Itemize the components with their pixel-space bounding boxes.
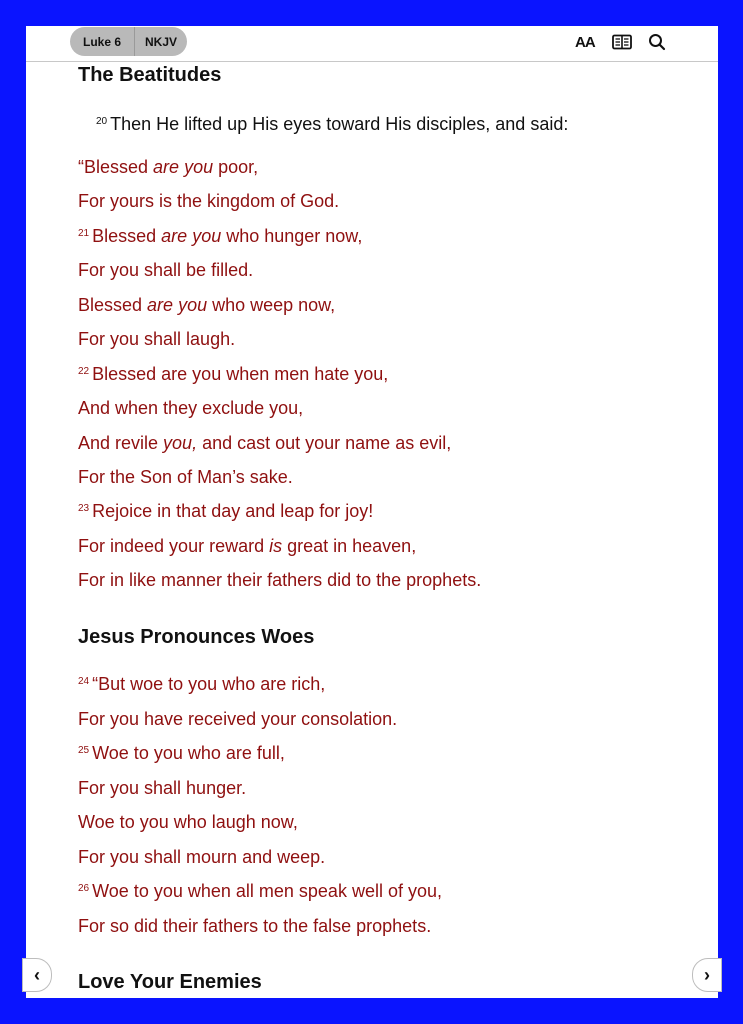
verse-text: For you shall mourn and weep. [78, 847, 326, 867]
verse-text: For in like manner their fathers did to the prophets. [78, 570, 482, 590]
verse-text: Woe to you who are full, [92, 743, 285, 763]
verse-text: “Blessed [78, 157, 154, 177]
verse-line [78, 226, 362, 247]
verse-number: 23 [78, 503, 90, 514]
verse-line [78, 743, 285, 764]
section-heading: Love Your Enemies [78, 971, 262, 993]
verse-text: who hunger now, [221, 226, 363, 246]
verse-text: For you shall laugh. [78, 329, 236, 349]
verse-line [78, 916, 431, 937]
verse-line [78, 295, 335, 316]
verse-text: and cast out your name as evil, [197, 433, 452, 453]
verse-line [78, 467, 293, 488]
verse-text: Rejoice in that day and leap for joy! [92, 501, 374, 521]
verse-line [78, 260, 253, 281]
verse-text: great in heaven, [282, 536, 417, 556]
top-toolbar [26, 26, 718, 62]
verse-number: 24 [78, 676, 90, 687]
verse-line [78, 847, 325, 868]
verse-number: 21 [78, 228, 90, 239]
reader-page [26, 26, 718, 998]
verse-text: And revile [78, 433, 164, 453]
text-size-icon[interactable]: AA [575, 33, 595, 51]
verse-text: For so did their fathers to the false prophets. [78, 916, 432, 936]
section-heading: Jesus Pronounces Woes [78, 626, 315, 648]
verse-text: “But woe to you who are rich, [92, 674, 326, 694]
verse-text: For indeed your reward [78, 536, 270, 556]
verse-text: For the Son of Man’s sake. [78, 467, 293, 487]
verse-text: poor, [213, 157, 259, 177]
verse-line [78, 570, 481, 591]
verse-number: 25 [78, 745, 90, 756]
verse-line [78, 157, 258, 178]
verse-number: 22 [78, 366, 90, 377]
verse-line [78, 881, 442, 902]
verse-text: For you have received your consolation. [78, 709, 398, 729]
version-button[interactable]: NKJV [144, 34, 177, 49]
verse-line [78, 191, 339, 212]
verse-text: Blessed [92, 226, 162, 246]
verse-line [78, 329, 235, 350]
verse-line [78, 398, 303, 419]
verse-line [96, 114, 568, 135]
chevron-left-icon[interactable]: ‹ [22, 958, 52, 992]
chevron-right-icon[interactable]: › [692, 958, 722, 992]
verse-number: 20 [96, 116, 108, 127]
verse-line [78, 364, 388, 385]
verse-line [78, 674, 325, 695]
verse-text: For you shall be filled. [78, 260, 254, 280]
verse-text: For you shall hunger. [78, 778, 247, 798]
verse-text: Blessed [78, 295, 148, 315]
search-icon[interactable] [648, 33, 666, 51]
verse-text: are you [147, 295, 208, 315]
verse-number: 26 [78, 883, 90, 894]
verse-text: are you [153, 157, 214, 177]
verse-line [78, 812, 298, 833]
verse-line [78, 433, 451, 454]
verse-text: And when they exclude you, [78, 398, 304, 418]
verse-line [78, 536, 416, 557]
verse-text: Woe to you who laugh now, [78, 812, 298, 832]
book-chapter-button[interactable]: Luke 6 [70, 27, 135, 56]
verse-text: Woe to you when all men speak well of you, [92, 881, 442, 901]
verse-text: you, [163, 433, 198, 453]
reader-icon[interactable] [612, 33, 632, 51]
verse-text: who weep now, [207, 295, 336, 315]
verse-line [78, 709, 397, 730]
verse-line [78, 501, 373, 522]
verse-text: Blessed are you when men hate you, [92, 364, 389, 384]
verse-line [78, 778, 246, 799]
passage-selector [70, 27, 187, 56]
verse-text: Then He lifted up His eyes toward His disciples, and said: [110, 114, 569, 134]
verse-text: is [269, 536, 283, 556]
section-heading: The Beatitudes [78, 64, 222, 86]
verse-text: are you [161, 226, 222, 246]
verse-text: For yours is the kingdom of God. [78, 191, 340, 211]
